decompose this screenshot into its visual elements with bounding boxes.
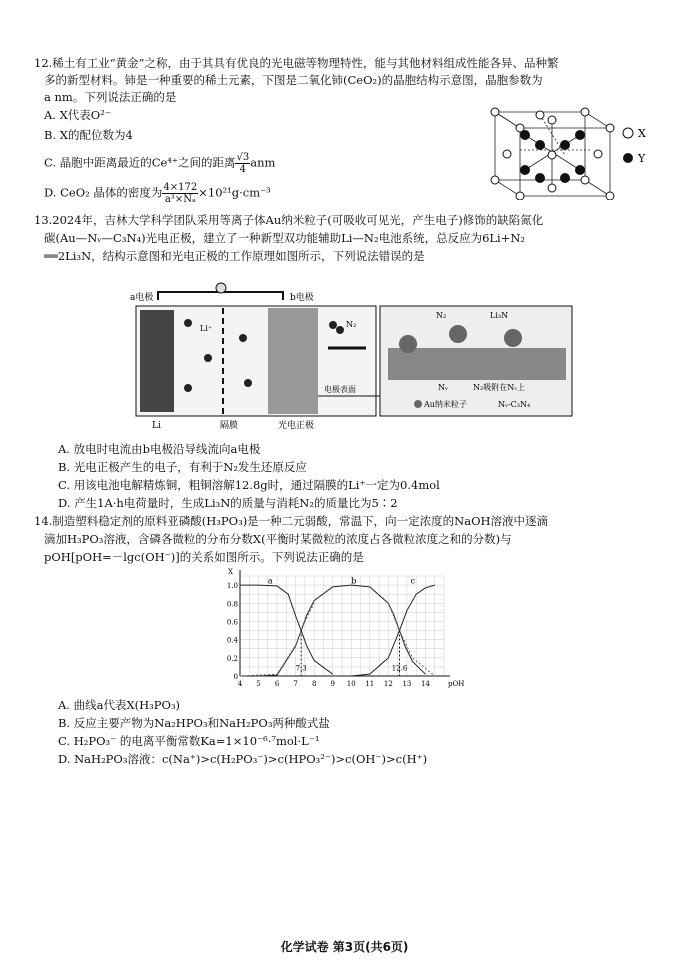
x-tick-label: 7 xyxy=(293,680,298,688)
n2-label: N₂ xyxy=(346,320,357,329)
q14-option-c: C. H₂PO₃⁻ 的电离平衡常数Ka=1×10⁻⁶·⁷mol·L⁻¹ xyxy=(58,734,320,748)
series-b-label: b xyxy=(351,576,357,586)
y-tick-label: 0.6 xyxy=(226,618,238,627)
q13-stem-line2: 碳(Au—Nᵥ—C₃N₄)光电正极，建立了一种新型双功能辅助Li—N₂电池系统，总反应为6Li+N₂ xyxy=(44,231,526,245)
q12-option-c: C. 晶胞中距离最近的Ce⁴⁺之间的距离 $\frac{√3}{4}$ anm xyxy=(44,152,276,175)
series-a-label: a xyxy=(267,576,273,586)
distribution-fraction-chart xyxy=(222,566,472,694)
y-tick-label: 0.2 xyxy=(226,654,238,663)
annotation-label: 12.6 xyxy=(391,664,408,673)
q12-option-a: A. X代表O²⁻ xyxy=(44,108,111,122)
legend-c3n4-label: Nᵥ-C₃N₄ xyxy=(498,400,531,409)
q14-option-a: A. 曲线a代表X(H₃PO₃) xyxy=(58,698,181,712)
x-tick-label: 10 xyxy=(346,680,356,688)
x-axis-label: pOH xyxy=(448,680,465,688)
y-tick-label: 1.0 xyxy=(226,582,238,591)
x-tick-label: 11 xyxy=(365,680,375,688)
series-c-label: c xyxy=(410,576,416,586)
a-electrode-label: a电极 xyxy=(130,293,154,303)
q13-option-a: A. 放电时电流由b电极沿导线流向a电极 xyxy=(58,442,261,456)
photo-cathode-label: 光电正极 xyxy=(278,421,315,431)
ceo2-unit-cell-diagram xyxy=(480,100,670,200)
q14-stem-line2: 滴加H₃PO₃溶液，含磷各微粒的分布分数X(平衡时某微粒的浓度占各微粒浓度之和的分数)与 xyxy=(44,532,512,546)
q14-stem-line1: 14.制造塑料稳定剂的原料亚磷酸(H₃PO₃)是一种二元弱酸，常温下，向一定浓度的NaOH溶液中逐滴 xyxy=(34,514,549,528)
li-label: Li xyxy=(152,421,161,431)
inset-n2-label: N₂ xyxy=(436,311,447,320)
x-tick-label: 5 xyxy=(256,680,261,688)
y-tick-label: 0.4 xyxy=(226,636,238,645)
x-tick-label: 14 xyxy=(420,680,430,688)
x-tick-label: 12 xyxy=(383,680,393,688)
b-electrode-label: b电极 xyxy=(290,293,314,303)
q12-stem-line2: 多的新型材料。铈是一种重要的稀土元素，下图是二氧化铈(CeO₂)的晶胞结构示意图，晶胞参数为 xyxy=(44,73,543,87)
inset-surface xyxy=(388,348,566,380)
electrode-surface-label: 电极表面 xyxy=(324,385,356,394)
photo-cathode xyxy=(268,308,318,414)
separator-label: 隔膜 xyxy=(220,421,239,431)
q12-stem-line1: 12.稀土有工业“黄金”之称，由于其具有优良的光电磁等物理特性，能与其他材料组成性能各异、品种繁 xyxy=(34,56,559,70)
x-tick-label: 4 xyxy=(237,680,243,688)
y-tick-label: 0.8 xyxy=(226,600,238,609)
x-tick-label: 13 xyxy=(402,680,412,688)
inset-li3n-label: Li₃N xyxy=(490,311,509,320)
q13-stem-line3: ══2Li₃N，结构示意图和光电正极的工作原理如图所示，下列说法错误的是 xyxy=(44,249,425,263)
x-tick-label: 9 xyxy=(330,680,335,688)
li-plus-label: Li⁺ xyxy=(200,324,213,333)
q12-option-d: D. CeO₂ 晶体的密度为 $\frac{4\times 172}{\text{a³×Nₐ}}$ ×10²¹g·cm⁻³ xyxy=(44,182,271,205)
q13-stem-line1: 13.2024年，吉林大学科学团队采用等离子体Au纳米粒子(可吸收可见光，产生电子)修饰的缺陷氮化 xyxy=(34,213,544,227)
legend-x-label: X xyxy=(638,127,646,140)
q13-option-c: C. 用该电池电解精炼铜，粗铜溶解12.8g时，通过隔膜的Li⁺一定为0.4mol xyxy=(58,478,440,492)
legend-au-label: Au纳米粒子 xyxy=(424,400,467,409)
q14-option-b: B. 反应主要产物为Na₂HPO₃和NaH₂PO₃两种酸式盐 xyxy=(58,716,330,730)
y-tick-label: 0 xyxy=(233,673,238,681)
inset-au-particle xyxy=(399,335,417,353)
li-electrode xyxy=(140,310,174,412)
q12-option-b: B. X的配位数为4 xyxy=(44,128,133,142)
x-tick-label: 8 xyxy=(311,680,317,688)
light-source-icon xyxy=(216,283,226,293)
legend-y-label: Y xyxy=(638,152,646,165)
legend-y-marker xyxy=(623,153,633,163)
battery-structure-diagram xyxy=(118,278,578,434)
annotation-label: 7.3 xyxy=(295,664,307,673)
q14-option-d: D. NaH₂PO₃溶液：c(Na⁺)>c(H₂PO₃⁻)>c(HPO₃²⁻)>c(OH⁻)>c(H⁺) xyxy=(58,752,428,766)
q13-option-b: B. 光电正极产生的电子，有利于N₂发生还原反应 xyxy=(58,460,307,474)
q14-stem-line3: pOH[pOH=－lgc(OH⁻)]的关系如图所示。下列说法正确的是 xyxy=(44,550,364,564)
inset-adsorb-label: N₂吸附在Nᵥ上 xyxy=(473,383,526,392)
x-tick-label: 6 xyxy=(274,680,280,688)
page-footer: 化学试卷 第3页(共6页) xyxy=(280,940,409,954)
legend-x-marker xyxy=(623,128,633,138)
y-axis-label: X xyxy=(228,568,233,576)
q12-stem-line3: a nm。下列说法正确的是 xyxy=(44,90,177,104)
q13-option-d: D. 产生1A·h电荷量时，生成Li₃N的质量与消耗N₂的质量比为5∶2 xyxy=(58,496,398,510)
inset-nv-label: Nᵥ xyxy=(438,383,448,392)
